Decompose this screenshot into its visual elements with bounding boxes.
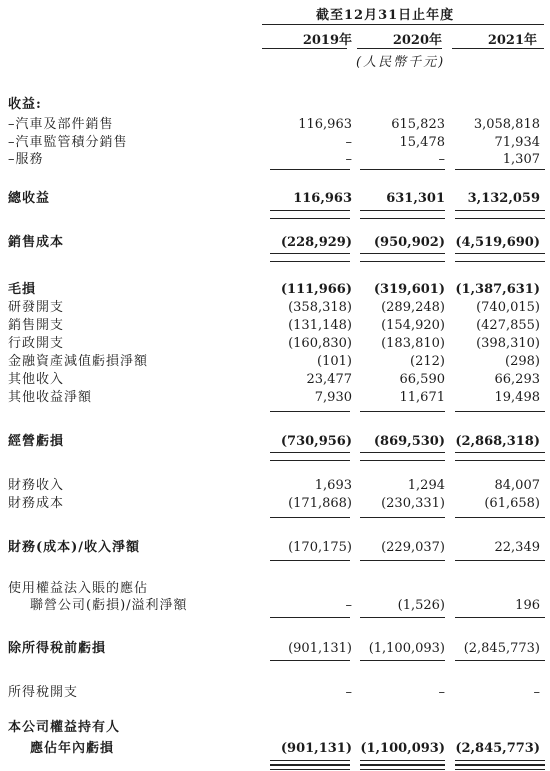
year-rule-2020: [357, 48, 442, 49]
table-row: [0, 719, 550, 737]
subtotal-rule: [455, 660, 545, 661]
header-rule: [262, 24, 544, 25]
row-label: 研發開支: [8, 300, 65, 315]
row-label: 總收益: [8, 191, 51, 206]
subtotal-rule: [455, 452, 545, 453]
row-value-2020: (183,810): [381, 336, 445, 351]
subtotal-rule: [360, 560, 445, 561]
table-row: [0, 539, 550, 557]
table-row: [0, 234, 550, 252]
row-label: 銷售開支: [8, 318, 65, 333]
row-label: 應佔年內虧損: [30, 741, 115, 756]
row-value-2021: (398,310): [476, 336, 540, 351]
subtotal-rule: [360, 460, 445, 461]
table-row: [0, 640, 550, 658]
row-label: 毛損: [8, 282, 37, 297]
unit-label: (人民幣千元): [356, 55, 446, 70]
year-rule-2019: [262, 48, 347, 49]
row-value-2019: (170,175): [288, 540, 352, 555]
row-value-2021: 1,307: [502, 152, 540, 167]
row-value-2020: 11,671: [399, 390, 445, 405]
row-label: 收益:: [8, 97, 42, 112]
row-label: 本公司權益持有人: [8, 720, 121, 735]
row-value-2021: (298): [505, 354, 540, 369]
subtotal-rule: [270, 560, 350, 561]
row-label: –汽車監管積分銷售: [8, 135, 128, 150]
row-value-2020: –: [438, 685, 445, 700]
table-row: [0, 151, 550, 169]
table-row: [0, 335, 550, 353]
row-value-2020: (154,920): [381, 318, 445, 333]
table-row: [0, 433, 550, 451]
row-value-2021: 3,058,818: [473, 117, 540, 132]
row-label: –服務: [8, 152, 44, 167]
row-label: 財務收入: [8, 478, 65, 493]
row-value-2021: (2,868,318): [455, 434, 540, 449]
row-value-2021: 66,293: [494, 372, 540, 387]
row-value-2020: 631,301: [386, 191, 445, 206]
subtotal-rule: [455, 411, 545, 412]
table-row: [0, 134, 550, 152]
table-row: [0, 116, 550, 134]
row-value-2021: 3,132,059: [467, 191, 540, 206]
table-row: [0, 597, 550, 615]
table-row: [0, 495, 550, 513]
table-row: [0, 281, 550, 299]
row-value-2021: 84,007: [494, 478, 540, 493]
row-value-2020: (230,331): [381, 496, 445, 511]
row-value-2019: (111,966): [280, 282, 352, 297]
subtotal-rule: [270, 452, 350, 453]
row-value-2019: 116,963: [293, 191, 352, 206]
row-value-2019: (730,956): [280, 434, 352, 449]
row-value-2019: (160,830): [288, 336, 352, 351]
row-value-2019: (901,131): [288, 641, 352, 656]
subtotal-rule: [270, 411, 350, 412]
subtotal-rule: [455, 517, 545, 518]
subtotal-rule: [455, 560, 545, 561]
subtotal-rule: [270, 517, 350, 518]
row-value-2020: 1,294: [407, 478, 445, 493]
subtotal-rule: [455, 218, 545, 219]
row-label: 使用權益法入賬的應佔: [8, 581, 149, 596]
table-row: [0, 477, 550, 495]
row-label: 所得稅開支: [8, 685, 79, 700]
row-value-2021: 19,498: [494, 390, 540, 405]
subtotal-rule: [270, 253, 350, 254]
row-value-2020: (1,526): [397, 598, 445, 613]
subtotal-rule: [270, 210, 350, 211]
year-header-2020: 2020年: [392, 33, 442, 48]
row-label: 財務(成本)/收入淨額: [8, 540, 141, 555]
row-label: 其他收益淨額: [8, 390, 93, 405]
row-value-2020: (212): [410, 354, 445, 369]
row-label: 其他收入: [8, 372, 65, 387]
subtotal-rule: [360, 169, 445, 170]
subtotal-rule: [360, 261, 445, 262]
row-label: –汽車及部件銷售: [8, 117, 114, 132]
table-row: [0, 371, 550, 389]
row-label: 財務成本: [8, 496, 65, 511]
subtotal-rule: [455, 253, 545, 254]
subtotal-rule: [270, 169, 350, 170]
row-value-2020: (289,248): [381, 300, 445, 315]
row-value-2021: (61,658): [484, 496, 540, 511]
table-row: [0, 684, 550, 702]
row-label: 除所得稅前虧損: [8, 641, 107, 656]
row-value-2020: 615,823: [391, 117, 445, 132]
subtotal-rule: [455, 210, 545, 211]
row-value-2019: –: [345, 152, 352, 167]
period-header: 截至12月31日止年度: [316, 8, 455, 23]
subtotal-rule: [455, 261, 545, 262]
subtotal-rule: [360, 660, 445, 661]
row-value-2021: (4,519,690): [455, 235, 540, 250]
row-value-2019: (101): [317, 354, 352, 369]
subtotal-rule: [455, 460, 545, 461]
table-row: [0, 740, 550, 758]
row-value-2019: (901,131): [280, 741, 352, 756]
subtotal-rule: [270, 218, 350, 219]
row-value-2019: (358,318): [288, 300, 352, 315]
row-label: 行政開支: [8, 336, 65, 351]
double-rule: [360, 765, 445, 770]
table-row: [0, 580, 550, 598]
row-value-2021: (740,015): [476, 300, 540, 315]
row-value-2019: 1,693: [314, 478, 352, 493]
year-rule-2021: [452, 48, 544, 49]
table-row: [0, 190, 550, 208]
row-value-2020: –: [438, 152, 445, 167]
table-row: [0, 353, 550, 371]
row-value-2019: 7,930: [314, 390, 352, 405]
row-value-2021: 71,934: [494, 135, 540, 150]
subtotal-rule: [270, 460, 350, 461]
subtotal-rule: [360, 517, 445, 518]
row-value-2019: –: [345, 685, 352, 700]
row-value-2019: –: [345, 135, 352, 150]
double-rule: [455, 765, 545, 770]
year-header-2019: 2019年: [302, 33, 352, 48]
row-value-2021: –: [533, 685, 540, 700]
row-value-2020: (1,100,093): [360, 741, 445, 756]
row-value-2021: (2,845,773): [455, 741, 540, 756]
row-label: 銷售成本: [8, 235, 65, 250]
year-header-2021: 2021年: [487, 33, 537, 48]
row-value-2019: (228,929): [280, 235, 352, 250]
table-row: [0, 299, 550, 317]
row-value-2021: 22,349: [494, 540, 540, 555]
row-label: 經營虧損: [8, 434, 65, 449]
subtotal-rule: [360, 411, 445, 412]
subtotal-rule: [360, 452, 445, 453]
row-value-2021: (427,855): [476, 318, 540, 333]
row-value-2020: (950,902): [373, 235, 445, 250]
row-value-2021: 196: [515, 598, 540, 613]
row-label: 金融資產減值虧損淨額: [8, 354, 149, 369]
table-row: [0, 389, 550, 407]
row-value-2020: 15,478: [399, 135, 445, 150]
row-value-2019: (131,148): [288, 318, 352, 333]
row-value-2021: (2,845,773): [463, 641, 540, 656]
row-value-2019: 116,963: [298, 117, 352, 132]
subtotal-rule: [270, 617, 350, 618]
row-value-2019: 23,477: [306, 372, 352, 387]
table-row: [0, 96, 550, 114]
row-value-2019: –: [345, 598, 352, 613]
row-value-2020: (1,100,093): [368, 641, 445, 656]
subtotal-rule: [455, 169, 545, 170]
subtotal-rule: [360, 617, 445, 618]
subtotal-rule: [455, 617, 545, 618]
row-value-2020: (319,601): [373, 282, 445, 297]
table-row: [0, 317, 550, 335]
subtotal-rule: [360, 218, 445, 219]
subtotal-rule: [360, 253, 445, 254]
row-value-2021: (1,387,631): [455, 282, 540, 297]
subtotal-rule: [270, 660, 350, 661]
row-value-2019: (171,868): [288, 496, 352, 511]
double-rule: [270, 765, 350, 770]
row-value-2020: 66,590: [399, 372, 445, 387]
subtotal-rule: [360, 210, 445, 211]
row-value-2020: (229,037): [381, 540, 445, 555]
row-label: 聯營公司(虧損)/溢利淨額: [30, 598, 188, 613]
row-value-2020: (869,530): [373, 434, 445, 449]
subtotal-rule: [270, 261, 350, 262]
